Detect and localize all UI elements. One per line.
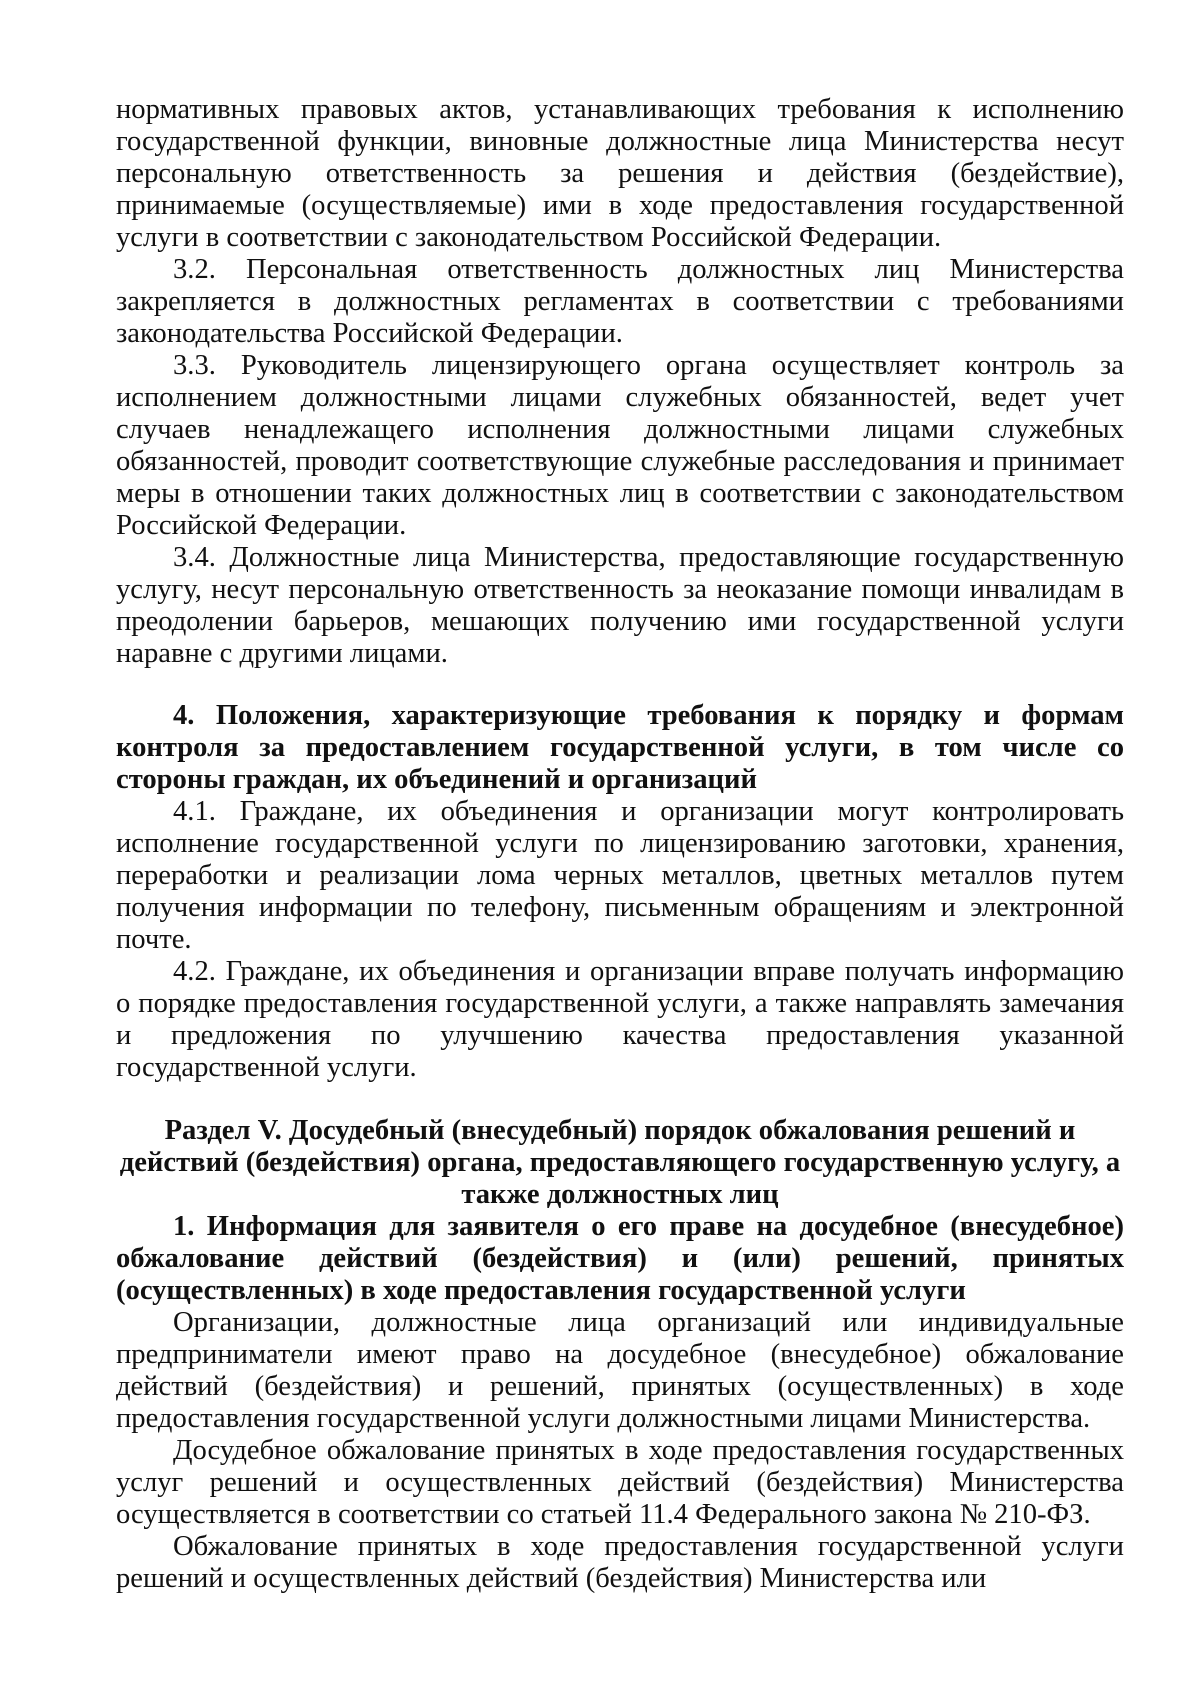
- section-v-title: Раздел V. Досудебный (внесудебный) порядок обжалования решений и действий (бездействия) органа, предоставляющего государственную услугу, а также должностных лиц: [119, 1115, 1121, 1210]
- paragraph-responsibility-continuation: нормативных правовых актов, устанавливающих требования к исполнению государственной функции, виновные должностные лица Министерства несут персональную ответственность за решения и действия (бездействие), принимаемые (осуществляемые) ими в ходе предоставления государственной услуги в соответствии с законодательством Российской Федерации.: [116, 94, 1124, 253]
- spacer: [116, 670, 1124, 700]
- paragraph-4-2: 4.2. Граждане, их объединения и организации вправе получать информацию о порядке предоставления государственной услуги, а также направлять замечания и предложения по улучшению качества предоставления указанной государственной услуги.: [116, 956, 1124, 1083]
- paragraph-3-4: 3.4. Должностные лица Министерства, предоставляющие государственную услугу, несут персональную ответственность за неоказание помощи инвалидам в преодолении барьеров, мешающих получению ими государственной услуги наравне с другими лицами.: [116, 542, 1124, 669]
- paragraph-appeal-decisions: Обжалование принятых в ходе предоставления государственной услуги решений и осуществленных действий (бездействия) Министерства или: [116, 1531, 1124, 1594]
- paragraph-3-2: 3.2. Персональная ответственность должностных лиц Министерства закрепляется в должностных регламентах в соответствии с требованиями законодательства Российской Федерации.: [116, 254, 1124, 349]
- heading-section-4: 4. Положения, характеризующие требования к порядку и формам контроля за предоставлением государственной услуги, в том числе со стороны граждан, их объединений и организаций: [116, 700, 1124, 795]
- heading-item-1: 1. Информация для заявителя о его праве на досудебное (внесудебное) обжалование действий (бездействия) и (или) решений, принятых (осуществленных) в ходе предоставления государственной услуги: [116, 1211, 1124, 1306]
- paragraph-right-to-appeal: Организации, должностные лица организаций или индивидуальные предприниматели имеют право на досудебное (внесудебное) обжалование действий (бездействия) и решений, принятых (осуществленных) в ходе предоставления государственной услуги должностными лицами Министерства.: [116, 1307, 1124, 1434]
- spacer: [116, 1084, 1124, 1115]
- paragraph-4-1: 4.1. Граждане, их объединения и организации могут контролировать исполнение государственной услуги по лицензированию заготовки, хранения, переработки и реализации лома черных металлов, цветных металлов путем получения информации по телефону, письменным обращениям и электронной почте.: [116, 796, 1124, 955]
- paragraph-3-3: 3.3. Руководитель лицензирующего органа осуществляет контроль за исполнением должностными лицами служебных обязанностей, ведет учет случаев ненадлежащего исполнения должностными лицами служебных обязанностей, проводит соответствующие служебные расследования и принимает меры в отношении таких должностных лиц в соответствии с законодательством Российской Федерации.: [116, 350, 1124, 541]
- paragraph-pretrial-appeal: Досудебное обжалование принятых в ходе предоставления государственных услуг решений и осуществленных действий (бездействия) Министерства осуществляется в соответствии со статьей 11.4 Федерального закона № 210-ФЗ.: [116, 1435, 1124, 1530]
- document-page: [116, 94, 1124, 1595]
